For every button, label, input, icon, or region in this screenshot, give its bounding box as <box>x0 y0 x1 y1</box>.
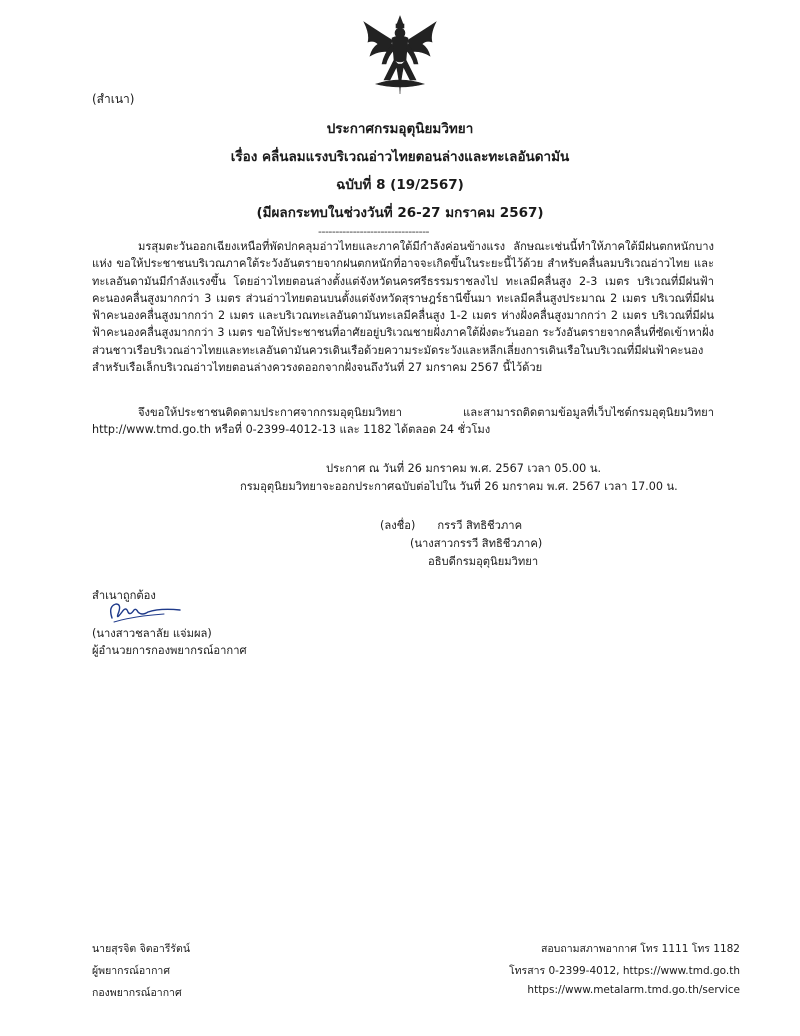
signature-line <box>380 516 522 534</box>
footer-forecaster-role: ผู้พยากรณ์อากาศ <box>92 965 170 977</box>
announcement-paragraph-2: จึงขอให้ประชาชนติดตามประกาศจากกรมอุตุนิยมวิทยา และสามารถติดตามข้อมูลที่เว็บไซต์กรมอุตุนิยมวิทยา http://www.tmd.go.th หรือที่ 0-2399-4012-13 และ 1182 ได้ตลอด 24 ชั่วโมง <box>92 406 714 437</box>
announcement-paragraph-1: มรสุมตะวันออกเฉียงเหนือที่พัดปกคลุมอ่าวไทยและภาคใต้มีกำลังค่อนข้างแรง ลักษณะเช่นนี้ทำให้ภาคใต้มีฝนตกหนักบางแห่ง ขอให้ประชาชนบริเวณภาคใต้ระวังอันตรายจากฝนตกหนักที่อาจจะเกิดขึ้นในระยะนี้ไว้ด้วย สำหรับคลื่นลมบริเวณอ่าวไทย และทะเลอันดามันมีกำลังแรงขึ้น โดยอ่าวไทยตอนล่างตั้งแต่จังหวัดนครศรีธรรมราชลงไป ทะเลมีคลื่นสูง 2-3 เมตร บริเวณที่มีฝนฟ้าคะนองคลื่นสูงมากกว่า 3 เมตร ส่วนอ่าวไทยตอนบนตั้งแต่จังหวัดสุราษฎร์ธานีขึ้นมา ทะเลมีคลื่นสูงประมาณ 2 เมตร บริเวณที่มีฝนฟ้าคะนองคลื่นสูงมากกว่า 2 เมตร และบริเวณทะเลอันดามันทะเลมีคลื่นสูง 1-2 เมตร ห่างฝั่งคลื่นสูงมากกว่า 2 เมตร บริเวณที่มีฝนฟ้าคะนองคลื่นสูงมากกว่า 3 เมตร ขอให้ประชาชนที่อาศัยอยู่บริเวณชายฝั่งภาคใต้ฝั่งตะวันออก ระวังอันตรายจากคลื่นที่ซัดเข้าหาฝั่ง ส่วนชาวเรือบริเวณอ่าวไทยและทะเลอันดามันควรเดินเรือด้วยความระมัดระวังและหลีกเลี่ยงการเดินเรือในบริเวณที่มีฝนฟ้าคะนอง สำหรับเรือเล็กบริเวณอ่าวไทยตอนล่างควรงดออกจากฝั่งจนถึงวันที่ 27 มกราคม 2567 นี้ไว้ด้วย <box>92 240 714 375</box>
next-issue-datetime: กรมอุตุนิยมวิทยาจะออกประกาศฉบับต่อไปใน วันที่ 26 มกราคม พ.ศ. 2567 เวลา 17.00 น. <box>240 480 678 493</box>
title-issue-number: ฉบับที่ 8 (19/2567) <box>336 177 464 193</box>
announced-datetime: ประกาศ ณ วันที่ 26 มกราคม พ.ศ. 2567 เวลา 05.00 น. <box>326 462 602 475</box>
certifier-name: (นางสาวชลาลัย แจ่มผล) <box>92 627 212 640</box>
title-effect-period: (มีผลกระทบในช่วงวันที่ 26-27 มกราคม 2567) <box>256 205 544 221</box>
footer-service-url[interactable]: https://www.metalarm.tmd.go.th/service <box>527 984 740 996</box>
signed-name: กรรวี สิทธิชีวภาค <box>437 519 523 532</box>
signatory-position: อธิบดีกรมอุตุนิยมวิทยา <box>428 555 539 568</box>
certifier-position: ผู้อำนวยการกองพยากรณ์อากาศ <box>92 644 247 657</box>
signatory-full-name: (นางสาวกรรวี สิทธิชีวภาค) <box>410 537 543 550</box>
footer-inquiry-phone: สอบถามสภาพอากาศ โทร 1111 โทร 1182 <box>540 943 740 955</box>
handwritten-signature-icon <box>104 598 184 624</box>
divider-line: -------------------------------- <box>318 225 430 238</box>
footer-division: กองพยากรณ์อากาศ <box>92 987 182 999</box>
copy-mark: (สำเนา) <box>92 92 135 106</box>
signed-label: (ลงชื่อ) <box>380 519 416 532</box>
title-organization: ประกาศกรมอุตุนิยมวิทยา <box>326 121 474 137</box>
footer-forecaster: นายสุรจิต จิตอารีรัตน์ <box>92 943 191 955</box>
certified-copy-label: สำเนาถูกต้อง <box>92 589 156 602</box>
garuda-emblem-icon <box>362 14 438 98</box>
footer-fax-website: โทรสาร 0-2399-4012, https://www.tmd.go.th <box>509 965 740 977</box>
title-subject: เรื่อง คลื่นลมแรงบริเวณอ่าวไทยตอนล่างและทะเลอันดามัน <box>230 149 570 165</box>
